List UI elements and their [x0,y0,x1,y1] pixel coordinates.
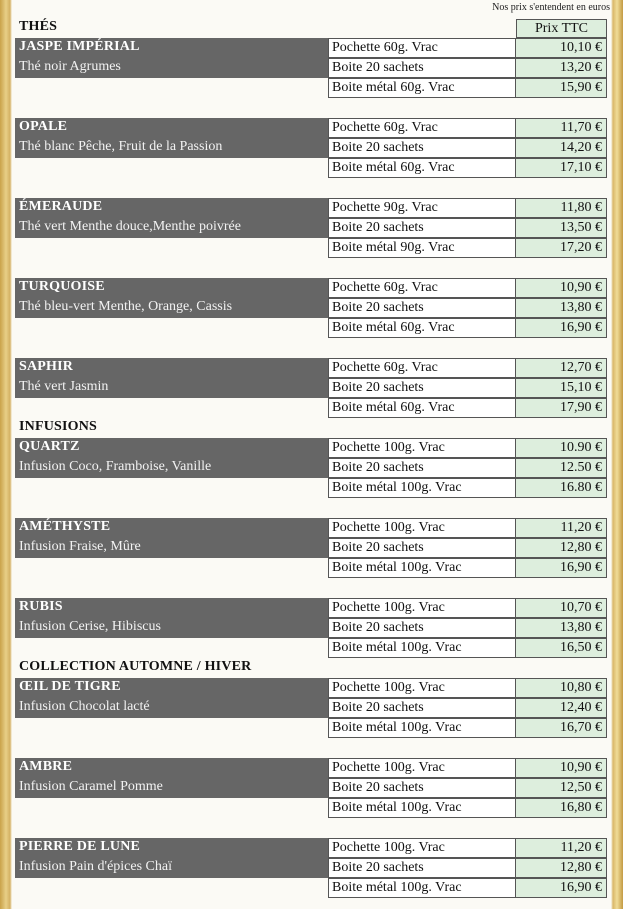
product-description: Thé vert Jasmin [19,379,109,394]
price-cell: 12.50 € [516,458,607,478]
table-row [328,318,608,338]
product-name: QUARTZ [19,439,80,454]
table-row [328,538,608,558]
product-turquoise [0,278,623,338]
table-row [328,158,608,178]
product-description: Infusion Pain d'épices Chaï [19,859,172,874]
product-name: ŒIL DE TIGRE [19,679,121,694]
product-saphir [0,358,623,418]
format-cell: Boite 20 sachets [328,298,516,318]
format-cell: Pochette 100g. Vrac [328,838,516,858]
format-cell: Pochette 100g. Vrac [328,518,516,538]
format-cell: Boite 20 sachets [328,538,516,558]
format-cell: Boite 20 sachets [328,458,516,478]
product-description: Infusion Chocolat lacté [19,699,150,714]
table-row [328,458,608,478]
format-cell: Boite 20 sachets [328,698,516,718]
price-cell: 10,90 € [516,278,607,298]
format-cell: Pochette 60g. Vrac [328,38,516,58]
price-column-header: Prix TTC [516,19,607,38]
table-row [328,478,608,498]
table-row [328,718,608,738]
price-cell: 12,70 € [516,358,607,378]
product-opale [0,118,623,178]
currency-note: Nos prix s'entendent en euros [492,2,610,13]
price-cell: 10,80 € [516,678,607,698]
format-cell: Boite métal 100g. Vrac [328,638,516,658]
format-cell: Boite 20 sachets [328,618,516,638]
price-cell: 16,70 € [516,718,607,738]
format-cell: Boite métal 100g. Vrac [328,718,516,738]
price-cell: 16.80 € [516,478,607,498]
table-row [328,758,608,778]
price-cell: 11,20 € [516,518,607,538]
table-row [328,678,608,698]
section-title-thes: THÉS [19,19,58,34]
format-cell: Boite métal 60g. Vrac [328,78,516,98]
price-cell: 16,80 € [516,798,607,818]
table-row [328,798,608,818]
price-cell: 12,40 € [516,698,607,718]
table-row [328,118,608,138]
price-cell: 16,90 € [516,878,607,898]
price-cell: 12,80 € [516,538,607,558]
table-row [328,858,608,878]
price-cell: 16,90 € [516,318,607,338]
format-cell: Boite 20 sachets [328,138,516,158]
product-name: ÉMERAUDE [19,199,103,214]
format-cell: Pochette 60g. Vrac [328,278,516,298]
format-cell: Boite métal 60g. Vrac [328,158,516,178]
section-title-infusions: INFUSIONS [19,419,98,434]
price-cell: 11,70 € [516,118,607,138]
table-row [328,878,608,898]
table-row [328,558,608,578]
price-cell: 14,20 € [516,138,607,158]
product-name: AMÉTHYSTE [19,519,111,534]
product-description: Infusion Cerise, Hibiscus [19,619,161,634]
format-cell: Pochette 60g. Vrac [328,118,516,138]
table-row [328,398,608,418]
section-title-collection: COLLECTION AUTOMNE / HIVER [19,659,252,674]
price-cell: 17,20 € [516,238,607,258]
product-ambre [0,758,623,818]
table-row [328,138,608,158]
price-cell: 16,90 € [516,558,607,578]
price-cell: 17,10 € [516,158,607,178]
product-amethyste [0,518,623,578]
price-cell: 10,90 € [516,758,607,778]
table-row [328,378,608,398]
price-cell: 12,80 € [516,858,607,878]
product-emeraude [0,198,623,258]
format-cell: Pochette 100g. Vrac [328,758,516,778]
format-cell: Pochette 100g. Vrac [328,598,516,618]
format-cell: Boite métal 100g. Vrac [328,798,516,818]
format-cell: Boite 20 sachets [328,58,516,78]
table-row [328,198,608,218]
price-cell: 13,20 € [516,58,607,78]
product-name: TURQUOISE [19,279,105,294]
format-cell: Boite métal 90g. Vrac [328,238,516,258]
format-cell: Boite 20 sachets [328,858,516,878]
price-cell: 10.90 € [516,438,607,458]
table-row [328,218,608,238]
product-oeil-de-tigre [0,678,623,738]
price-cell: 10,70 € [516,598,607,618]
format-cell: Boite métal 100g. Vrac [328,878,516,898]
product-description: Thé bleu-vert Menthe, Orange, Cassis [19,299,233,314]
format-cell: Boite 20 sachets [328,218,516,238]
price-cell: 10,10 € [516,38,607,58]
product-description: Thé noir Agrumes [19,59,121,74]
table-row [328,438,608,458]
format-cell: Boite métal 100g. Vrac [328,478,516,498]
price-cell: 13,80 € [516,298,607,318]
product-jaspe-imperial [0,38,623,98]
price-cell: 13,50 € [516,218,607,238]
product-name: PIERRE DE LUNE [19,839,141,854]
table-row [328,38,608,58]
format-cell: Boite métal 60g. Vrac [328,398,516,418]
product-name: OPALE [19,119,68,134]
table-row [328,298,608,318]
table-row [328,518,608,538]
product-description: Infusion Fraise, Mûre [19,539,141,554]
product-description: Thé blanc Pêche, Fruit de la Passion [19,139,223,154]
table-row [328,238,608,258]
table-row [328,838,608,858]
table-row [328,78,608,98]
table-row [328,58,608,78]
price-cell: 13,80 € [516,618,607,638]
table-row [328,278,608,298]
price-cell: 11,80 € [516,198,607,218]
product-pierre-de-lune [0,838,623,898]
product-description: Infusion Coco, Framboise, Vanille [19,459,212,474]
product-name: JASPE IMPÉRIAL [19,39,140,54]
price-cell: 15,90 € [516,78,607,98]
format-cell: Pochette 100g. Vrac [328,678,516,698]
table-row [328,778,608,798]
product-rubis [0,598,623,658]
format-cell: Boite métal 60g. Vrac [328,318,516,338]
price-cell: 16,50 € [516,638,607,658]
table-row [328,638,608,658]
format-cell: Pochette 90g. Vrac [328,198,516,218]
price-cell: 11,20 € [516,838,607,858]
format-cell: Pochette 100g. Vrac [328,438,516,458]
table-row [328,698,608,718]
product-name: SAPHIR [19,359,74,374]
table-row [328,598,608,618]
price-cell: 15,10 € [516,378,607,398]
table-row [328,358,608,378]
product-quartz [0,438,623,498]
table-row [328,618,608,638]
format-cell: Boite 20 sachets [328,778,516,798]
price-cell: 17,90 € [516,398,607,418]
format-cell: Boite 20 sachets [328,378,516,398]
format-cell: Pochette 60g. Vrac [328,358,516,378]
product-name: RUBIS [19,599,63,614]
price-cell: 12,50 € [516,778,607,798]
format-cell: Boite métal 100g. Vrac [328,558,516,578]
product-name: AMBRE [19,759,73,774]
product-description: Thé vert Menthe douce,Menthe poivrée [19,219,241,234]
product-description: Infusion Caramel Pomme [19,779,163,794]
